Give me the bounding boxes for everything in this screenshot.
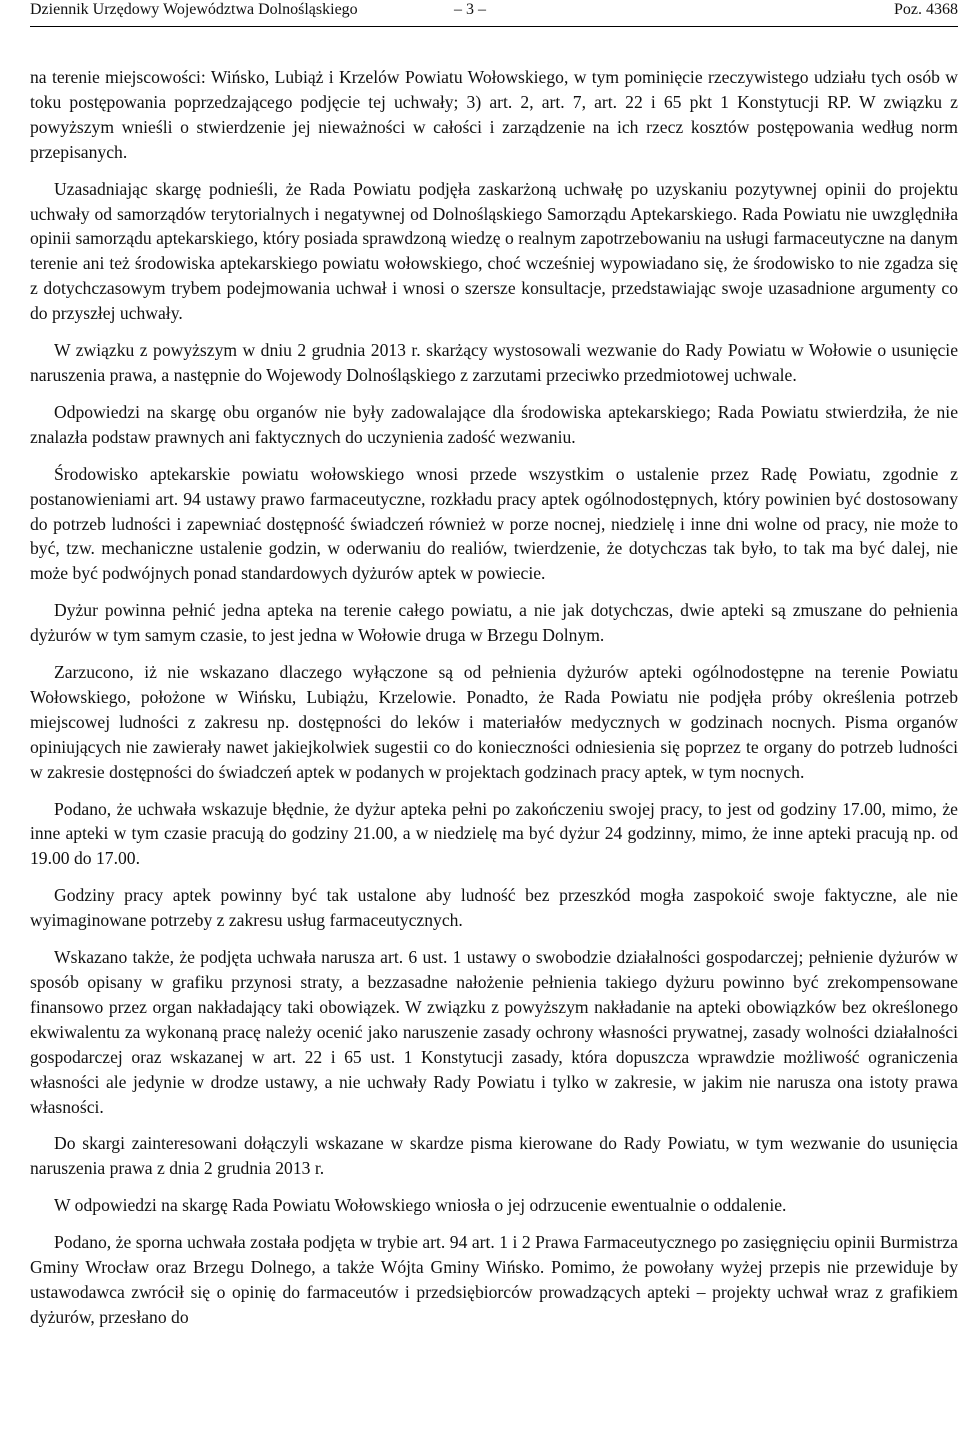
paragraph: Podano, że sporna uchwała została podjęta w trybie art. 94 art. 1 i 2 Prawa Farmaceutycznego po zasięgnięciu opinii Burmistrza Gminy Wrocław oraz Brzegu Dolnego, a także Wójta Gminy Wińsko. Pomimo, że powołany wyżej przepis nie przewiduje by ustawodawca zwrócił się o opinię do farmaceutów i przedsiębiorców prowadzących apteki – projekty uchwał wraz z grafikiem dyżurów, przesłano do <box>30 1232 958 1327</box>
document-body <box>30 65 958 1330</box>
paragraph: Godziny pracy aptek powinny być tak ustalone aby ludność bez przeszkód mogła zaspokoić swoje faktyczne, ale nie wyimaginowane potrzeby z zakresu usług farmaceutycznych. <box>30 885 958 931</box>
paragraph: na terenie miejscowości: Wińsko, Lubiąż i Krzelów Powiatu Wołowskiego, w tym pominięcie rzeczywistego udziału tych osób w toku postępowania poprzedzającego podjęcie tej uchwały; 3) art. 2, art. 7, art. 22 i 65 pkt 1 Konstytucji RP. W związku z powyższym wnieśli o stwierdzenie jej nieważności w całości i zarządzenie na ich rzecz kosztów postępowania według norm przepisanych. <box>30 67 958 162</box>
paragraph: Uzasadniając skargę podnieśli, że Rada Powiatu podjęła zaskarżoną uchwałę po uzyskaniu pozytywnej opinii do projektu uchwały od samorządów terytorialnych i negatywnej od Dolnośląskiego Samorządu Aptekarskiego. Rada Powiatu nie uwzględniła opinii samorządu aptekarskiego, który posiada sprawdzoną wiedzę o realnym zapotrzebowaniu na usługi farmaceutyczne na danym terenie ani też środowiska aptekarskiego powiatu wołowskiego, choć wcześniej wypowiadano się, że środowisko to nie zgadza się z dotychczasowym trybem podejmowania uchwał i wnosi o szersze konsultacje, przedstawiając swoje uzasadnione argumenty co do przyszłej uchwały. <box>30 178 958 324</box>
journal-title: Dziennik Urzędowy Województwa Dolnośląskiego <box>30 1 358 18</box>
paragraph: Do skargi zainteresowani dołączyli wskazane w skardze pisma kierowane do Rady Powiatu, w tym wezwanie do usunięcia naruszenia prawa z dnia 2 grudnia 2013 r. <box>30 1133 958 1179</box>
page-header <box>30 0 958 27</box>
paragraph: Środowisko aptekarskie powiatu wołowskiego wnosi przede wszystkim o ustalenie przez Radę Powiatu, zgodnie z postanowieniami art. 94 ustawy prawo farmaceutyczne, rozkładu pracy aptek ogólnodostępnych, który powinien być dostosowany do potrzeb ludności i zapewniać dostępność świadczeń również w porze nocnej, niedzielę i inne dni wolne od pracy, nie może to być, tzw. mechaniczne ustalenie godzin, w oderwaniu do realiów, twierdzenie, że dotychczas tak było, to tak ma być dalej, nie może być podwójnych ponad standardowych dyżurów aptek w powiecie. <box>30 463 958 584</box>
paragraph: Dyżur powinna pełnić jedna apteka na terenie całego powiatu, a nie jak dotychczas, dwie apteki są zmuszane do pełnienia dyżurów w tym samym czasie, to jest jedna w Wołowie druga w Brzegu Dolnym. <box>30 600 958 646</box>
position-number: Poz. 4368 <box>894 1 958 18</box>
paragraph: W związku z powyższym w dniu 2 grudnia 2013 r. skarżący wystosowali wezwanie do Rady Powiatu w Wołowie o usunięcie naruszenia prawa, a następnie do Wojewody Dolnośląskiego z zarzutami przeciwko przedmiotowej uchwale. <box>30 340 958 385</box>
page-number: – 3 – <box>454 1 486 18</box>
paragraph: Zarzucono, iż nie wskazano dlaczego wyłączone są od pełnienia dyżurów apteki ogólnodostępne na terenie Powiatu Wołowskiego, położone w Wińsku, Lubiążu, Krzelowie. Ponadto, że Rada Powiatu nie podjęła próby określenia potrzeb miejscowej ludności z zakresu np. dostępności do leków i materiałów medycznych w godzinach nocnych. Pisma organów opiniujących nie zawierały nawet jakiejkolwiek sugestii co do konieczności odniesienia się poprzez te organy do potrzeb ludności w zakresie dostępności do świadczeń aptek w podanych w projektach godzinach pracy aptek, w tym nocnych. <box>30 662 958 782</box>
document-page <box>30 0 958 1342</box>
paragraph: Wskazano także, że podjęta uchwała narusza art. 6 ust. 1 ustawy o swobodzie działalności gospodarczej; pełnienie dyżurów w sposób opisany w grafiku przynosi straty, a bezzasadne nałożenie pełnienia takiego dyżuru powinno być zrekompensowane finansowo przez organ nakładający taki obowiązek. W związku z powyższym nakładanie na apteki obowiązków bez określonego ekwiwalentu za wykonaną pracę należy ocenić jako naruszenie zasady ochrony własności prywatnej, zasady wolności działalności gospodarczej oraz wskazanej w art. 22 i 65 ust. 1 Konstytucji zasady, która dopuszcza wprawdzie możliwość ograniczenia własności ale jedynie w drodze ustawy, a nie uchwały Rady Powiatu i tylko w zakresie, w jakim nie narusza ona istoty prawa własności. <box>30 947 958 1117</box>
paragraph: W odpowiedzi na skargę Rada Powiatu Wołowskiego wniosła o jej odrzucenie ewentualnie o oddalenie. <box>54 1195 787 1216</box>
paragraph: Odpowiedzi na skargę obu organów nie były zadowalające dla środowiska aptekarskiego; Rada Powiatu stwierdziła, że nie znalazła podstaw prawnych ani faktycznych do uczynienia zadość wezwaniu. <box>30 401 958 447</box>
paragraph: Podano, że uchwała wskazuje błędnie, że dyżur apteka pełni po zakończeniu swojej pracy, to jest od godziny 17.00, mimo, że inne apteki w tym czasie pracują do godziny 21.00, a w niedzielę ma być dyżur 24 godzinny, mimo, że inne apteki pracują np. od 19.00 do 17.00. <box>30 798 958 869</box>
